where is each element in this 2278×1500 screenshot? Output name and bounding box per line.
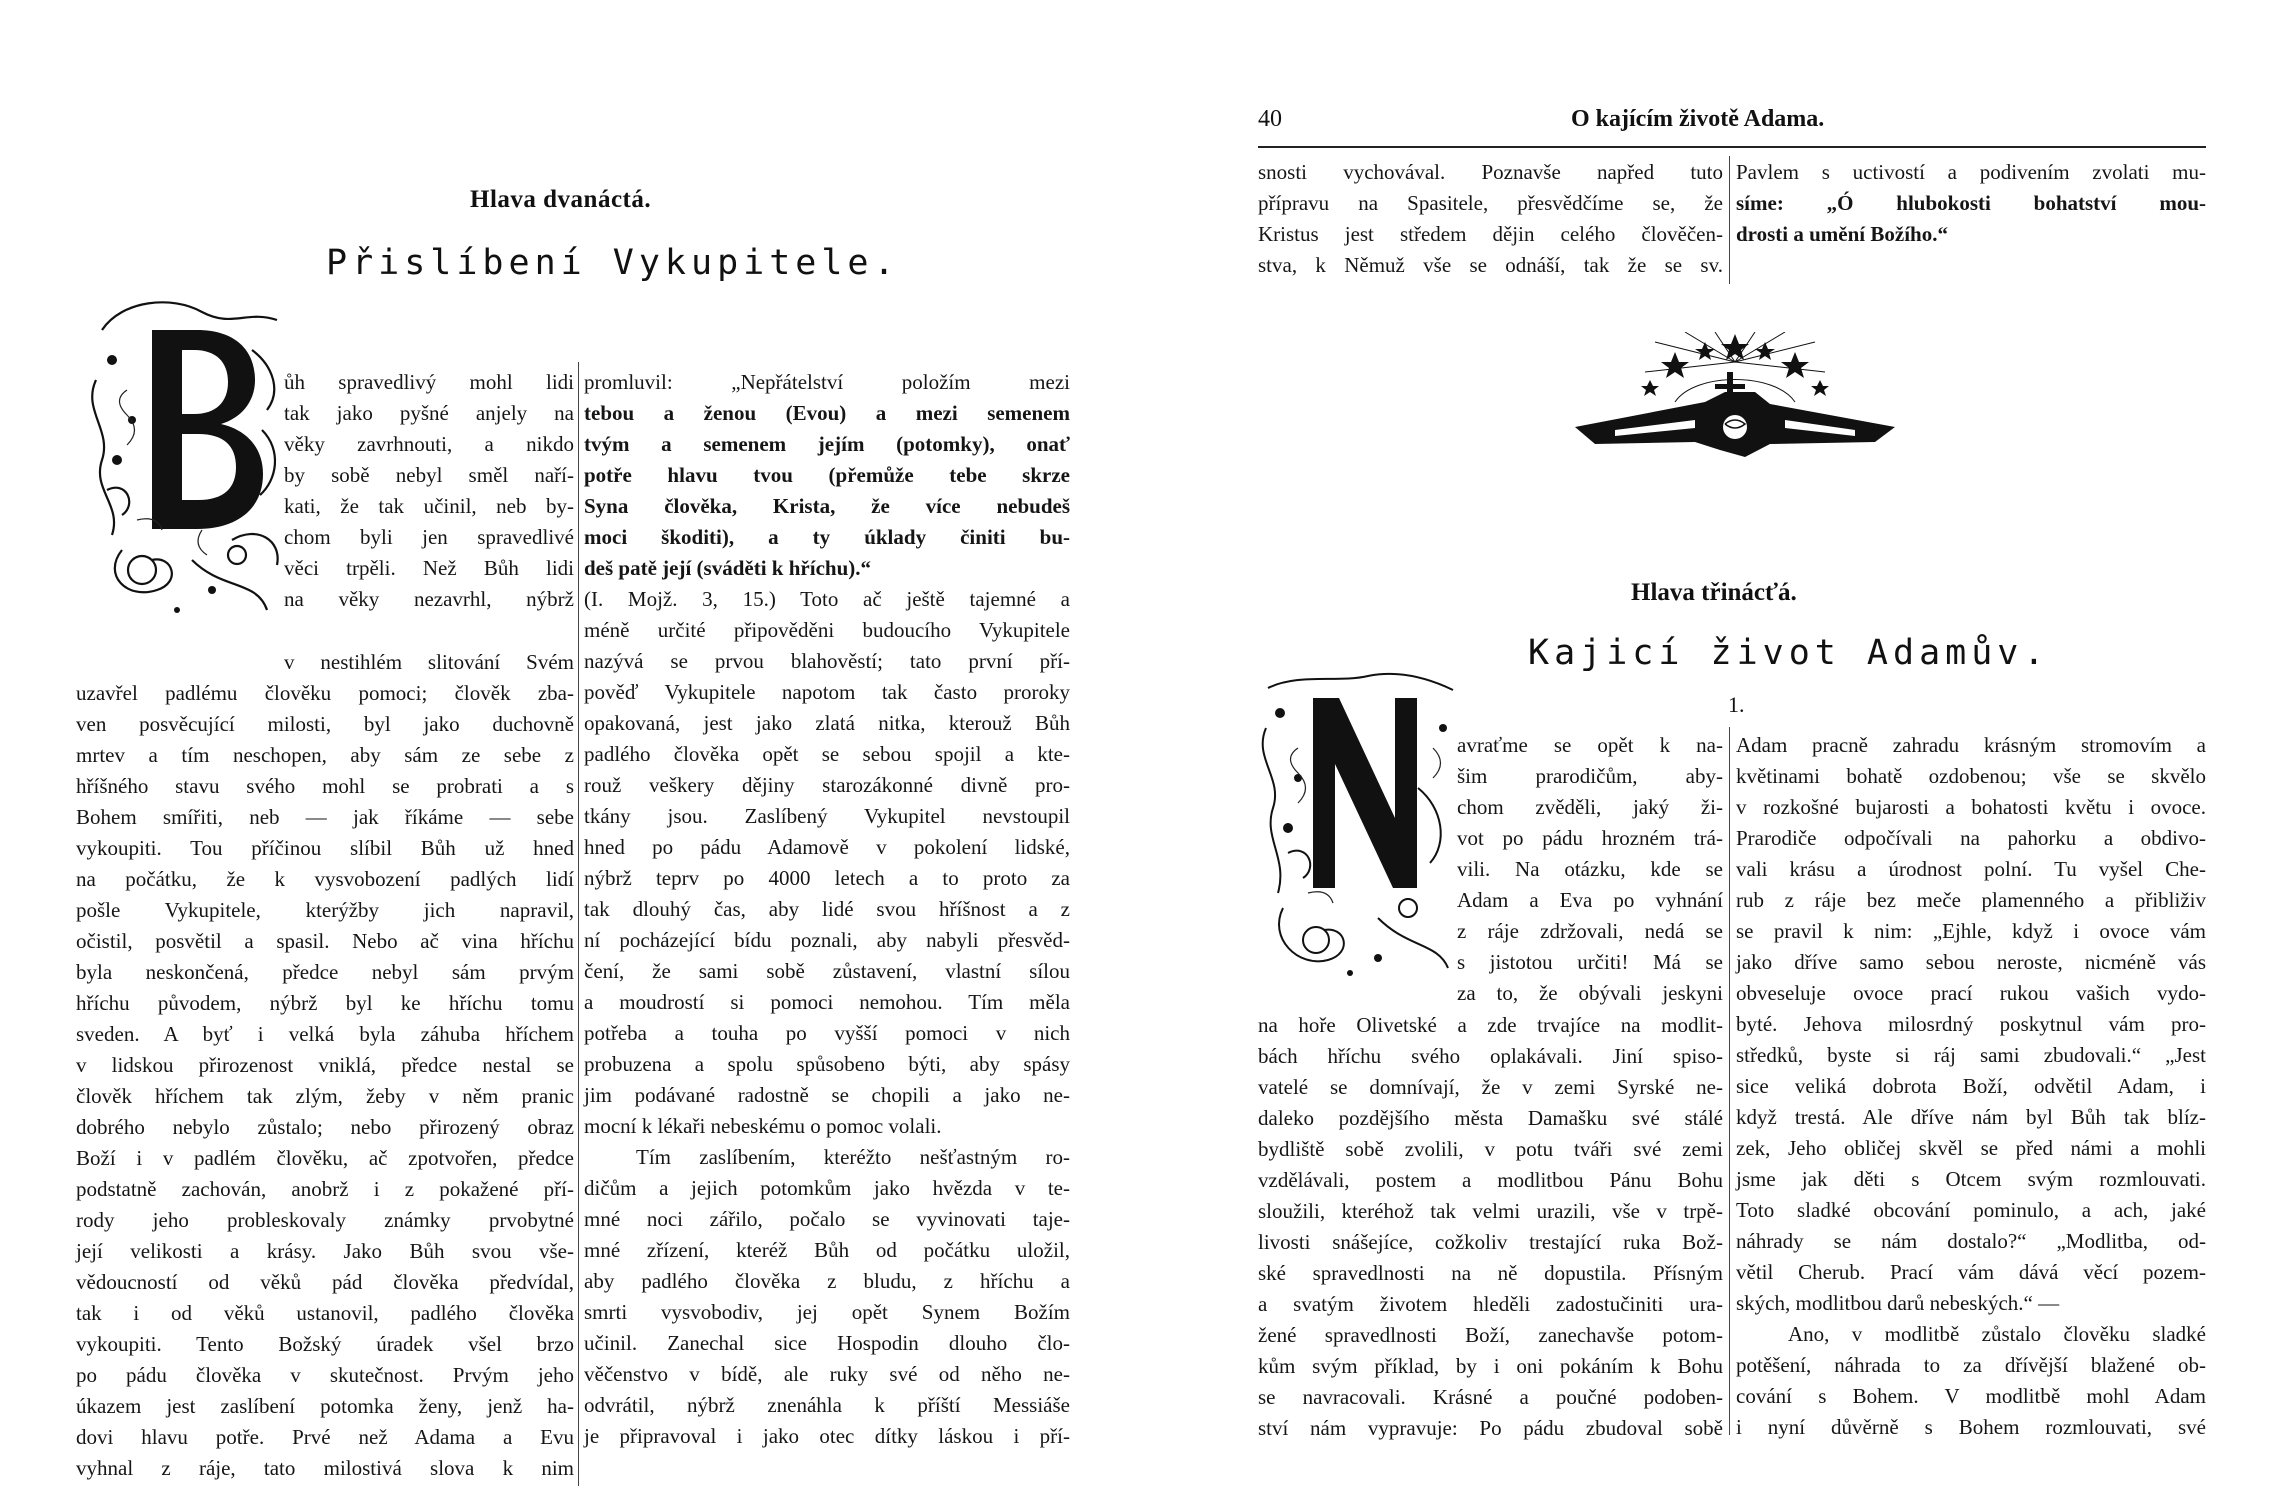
text-line: Ano, v modlitbě zůstalo člověku sladké [1788, 1322, 2206, 1346]
text-line: ní pocházející bídu poznali, aby nabyli přesvěd- [584, 928, 1070, 952]
text-line: méně určité připověděni budoucího Vykupitele [584, 618, 1070, 642]
chapter-title-left: Přislíbení Vykupitele. [326, 243, 900, 283]
text-line: vili. Na otázku, kde se [1457, 857, 1723, 881]
text-line: sveden. A byť i velká byla záhuba hříchem [76, 1022, 574, 1046]
text-line: přípravu na Spasitele, přesvědčíme se, že [1258, 191, 1723, 215]
text-line: kati, že tak učinil, neb by- [284, 494, 574, 518]
text-line: když trestá. Ale dříve nám byl Bůh tak blíz- [1736, 1105, 2206, 1129]
text-line: nazývá se prvou blahověstí; tato první pří- [584, 649, 1070, 673]
text-line: středků, byste si ráj sami zbudovali.“ „Jest [1736, 1043, 2206, 1067]
header-rule [1258, 146, 2206, 148]
text-line: ven posvěcující milosti, byl jako duchovně [76, 712, 574, 736]
right-top-col2 [1736, 157, 2206, 250]
text-line: padlého člověka opět se sebou spojil a kte- [584, 742, 1070, 766]
text-line: hříšného stavu svého mohl se probrati a s [76, 774, 574, 798]
text-line: snosti vychovával. Poznavše napřed tuto [1258, 160, 1723, 184]
text-line: vatelé se domnívají, že v zemi Syrské ne- [1258, 1075, 1723, 1099]
text-line: Syna člověka, Krista, že více nebudeš [584, 494, 1070, 518]
column-divider-left [578, 362, 579, 1486]
text-line: tkány jsou. Zaslíbený Vykupitel nevstoupil [584, 804, 1070, 828]
text-line: větil Cherub. Prací vám dává věcí pozem- [1736, 1260, 2206, 1284]
text-line: Pavlem s uctivostí a podivením zvolati mu- [1736, 160, 2206, 184]
text-line: jim podávané radostně se chopili a jako ne- [584, 1083, 1070, 1107]
text-line: livosti snášejíce, cožkoliv trestající ruka Bož- [1258, 1230, 1723, 1254]
text-line: v nestihlém slitování Svém [284, 650, 574, 674]
text-line: Adam pracně zahradu krásným stromovím a [1736, 733, 2206, 757]
left-col2-body [584, 367, 1070, 1452]
text-line: na věky nezavrhl, nýbrž [284, 587, 574, 611]
text-line: i nyní důvěrně s Bohem rozmlouvati, své [1736, 1415, 2206, 1439]
text-line: věci trpěli. Než Bůh lidi [284, 556, 574, 580]
text-line: ské spravedlnosti na ně dopustila. Přísným [1258, 1261, 1723, 1285]
text-line: dičům a jejich potomkům jako hvězda v te- [584, 1176, 1070, 1200]
text-line: odvrátil, nýbrž znenáhla k příští Messiáše [584, 1393, 1070, 1417]
right-col1-body [1258, 1010, 1723, 1444]
text-line: potřeba a touha po vyšší pomoci v nich [584, 1021, 1070, 1045]
text-line: žené spravedlnosti Boží, zanechavše potom- [1258, 1323, 1723, 1347]
text-line: z ráje zdržovali, nedá se [1457, 919, 1723, 943]
text-line: tak jako pyšné anjely na [284, 401, 574, 425]
text-line: a moudrostí si pomoci nemohou. Tím měla [584, 990, 1070, 1014]
text-line: promluvil: „Nepřátelství položím mezi [584, 370, 1070, 394]
text-line: v rozkošné bujarosti a bohatosti květu i ovoce. [1736, 795, 2206, 819]
text-line: a svatým životem hleděli zadostučiniti ura- [1258, 1292, 1723, 1316]
column-divider-top [1729, 156, 1730, 284]
text-line: učinil. Zanechal sice Hospodin dlouho člo- [584, 1331, 1070, 1355]
chapter-title-right: Kajicí život Adamův. [1528, 633, 2050, 673]
text-line: náhrady se nám dostalo?“ „Modlitba, od- [1736, 1229, 2206, 1253]
text-line: opakovaná, jest jako zlatá nitka, kterouž Bůh [584, 711, 1070, 735]
chapter-label-left: Hlava dvanáctá. [470, 186, 652, 213]
text-line: dovi hlavu potře. Prvé než Adama a Evu [76, 1425, 574, 1449]
text-line: obveseluje ovoce prací rukou vašich vydo- [1736, 981, 2206, 1005]
text-line: sice veliká dobrota Boží, odvětil Adam, i [1736, 1074, 2206, 1098]
text-line: uzavřel padlému člověku pomoci; člověk zba- [76, 681, 574, 705]
text-line: kům svým příklad, by i oni pokáním k Bohu [1258, 1354, 1723, 1378]
text-line: podstatně zachován, anobrž i z pokažené pří- [76, 1177, 574, 1201]
left-col1-indented [284, 367, 574, 615]
section-number: 1. [1728, 692, 1745, 717]
text-line: tak dlouhý čas, aby lidé svou hříšnost a z [584, 897, 1070, 921]
text-line: jako dříve samo sebou neroste, nicméně vás [1736, 950, 2206, 974]
text-line: Boží i v padlém člověku, ač zpotvořen, předce [76, 1146, 574, 1170]
text-line: Kristus jest středem dějin celého člověčen- [1258, 222, 1723, 246]
text-line: daleko pozdějšího města Damašku své stálé [1258, 1106, 1723, 1130]
text-line: mné noci zářilo, počalo se vyvinovati taje- [584, 1207, 1070, 1231]
text-line: bách hříchu svého oplakávali. Jiní spiso- [1258, 1044, 1723, 1068]
text-line: věky zavrhnouti, a nikdo [284, 432, 574, 456]
text-line: vali krásu a úrodnost polní. Tu vyšel Che- [1736, 857, 2206, 881]
right-col2-body [1736, 730, 2206, 1443]
text-line: očistil, posvětil a spasil. Nebo ač vina hříchu [76, 929, 574, 953]
left-col1-body [76, 647, 574, 1484]
text-line: avraťme se opět k na- [1457, 733, 1723, 757]
page-number: 40 [1258, 106, 1282, 132]
text-line: drosti a umění Božího.“ [1736, 222, 1948, 246]
text-line: vyhnal z ráje, tato milostivá slova k nim [76, 1456, 574, 1480]
text-line: za to, že obývali jeskyni [1457, 981, 1723, 1005]
text-line: vědoucností od věků pád člověka předvídal, [76, 1270, 574, 1294]
text-line: se pravil k nim: „Ejhle, když i ovoce vám [1736, 919, 2206, 943]
text-line: Toto sladké obcování pominulo, a ach, jaké [1736, 1198, 2206, 1222]
text-line: byla neskončená, předce nebyl sám prvým [76, 960, 574, 984]
text-line: tebou a ženou (Evou) a mezi semenem [584, 401, 1070, 425]
text-line: rub z ráje bez meče plamenného a přibliživ [1736, 888, 2206, 912]
text-line: síme: „Ó hlubokosti bohatství mou- [1736, 191, 2206, 215]
text-line: ských, modlitbou darů nebeských.“ — [1736, 1291, 2060, 1315]
text-line: po pádu člověka v skutečnost. Prvým jeho [76, 1363, 574, 1387]
text-line: se navracovali. Krásné a poučné podoben- [1258, 1385, 1723, 1409]
text-line: čení, že sami sobě zůstavení, vlastní sílou [584, 959, 1070, 983]
right-col1-indented [1457, 730, 1723, 1009]
text-line: člověk hříchem tak zlým, žeby v něm pranic [76, 1084, 574, 1108]
right-top-col1 [1258, 157, 1723, 281]
text-line: je připravoval i jako otec dítky láskou i pří- [584, 1424, 1070, 1448]
text-line: ůh spravedlivý mohl lidi [284, 370, 574, 394]
text-line: sloužili, kteréhož tak velmi urazili, vše v trpě- [1258, 1199, 1723, 1223]
text-line: hříchu původem, nýbrž byl ke hříchu tomu [76, 991, 574, 1015]
text-line: probuzena a spolu spůsobeno býti, aby spásy [584, 1052, 1070, 1076]
text-line: aby padlého člověka z bludu, z hříchu a [584, 1269, 1070, 1293]
text-line: jsme jak děti s Otcem svým rozmlouvati. [1736, 1167, 2206, 1191]
text-line: Tím zaslíbením, kteréžto nešťastným ro- [636, 1145, 1070, 1169]
text-line: (I. Mojž. 3, 15.) Toto ač ještě tajemné a [584, 587, 1070, 611]
text-line: nýbrž teprv po 4000 letech a to proto za [584, 866, 1070, 890]
text-line: byté. Jehova milosrdný poskytnul vám pro- [1736, 1012, 2206, 1036]
text-line: pověď Vykupitele napotom tak často proroky [584, 680, 1070, 704]
text-line: na hoře Olivetské a zde trvajíce na modlit- [1258, 1013, 1723, 1037]
text-line: vykoupiti. Tento Božský úradek všel brzo [76, 1332, 574, 1356]
text-line: Prarodiče odpočívali na pahorku a obdivo- [1736, 826, 2206, 850]
text-line: květinami bohatě ozdobenou; vše se skvělo [1736, 764, 2206, 788]
text-line: mné zřízení, kteréž Bůh od počátku uložil, [584, 1238, 1070, 1262]
text-line: vykoupiti. Tou příčinou slíbil Bůh už hned [76, 836, 574, 860]
text-line: Adam a Eva po vyhnání [1457, 888, 1723, 912]
text-line: by sobě nebyl směl naří- [284, 463, 574, 487]
text-line: potěšení, náhrada to za dřívější blažené ob- [1736, 1353, 2206, 1377]
text-line: s jistotou určiti! Má se [1457, 950, 1723, 974]
text-line: v lidskou přirozenost vniklá, předce nestal se [76, 1053, 574, 1077]
running-head: O kajícím životě Adama. [1571, 106, 1825, 132]
text-line: stva, k Němuž vše se odnáší, tak že se sv. [1258, 253, 1723, 277]
text-line: tvým a semenem jejím (potomky), onať [584, 432, 1070, 456]
text-line: bydliště sobě zvolili, v potu tváři své zemi [1258, 1137, 1723, 1161]
text-line: chom byli jen spravedlivé [284, 525, 574, 549]
text-line: Bohem smířiti, neb — jak říkáme — sebe [76, 805, 574, 829]
text-line: mocní k lékaři nebeskému o pomoc volali. [584, 1114, 942, 1138]
text-line: pošle Vykupitele, kterýžby jich napravil, [76, 898, 574, 922]
text-line: rody jeho probleskovaly známky prvobytné [76, 1208, 574, 1232]
text-line: deš patě její (sváděti k hříchu).“ [584, 556, 871, 580]
text-line: rouž veškery dějiny starozákonné divně pro- [584, 773, 1070, 797]
cross-ornament [1555, 332, 1915, 487]
text-line: vot po pádu hrozném trá- [1457, 826, 1723, 850]
text-line: na počátku, že k vysvobození padlých lidí [76, 867, 574, 891]
chapter-label-right: Hlava třinácťá. [1631, 579, 1797, 606]
text-line: vzdělávali, postem a modlitbou Pánu Bohu [1258, 1168, 1723, 1192]
text-line: její velikosti a krásy. Jako Bůh svou vše- [76, 1239, 574, 1263]
text-line: mrtev a tím neschopen, aby sám ze sebe z [76, 743, 574, 767]
text-line: zek, Jeho obličej skvěl se před námi a mohli [1736, 1136, 2206, 1160]
text-line: potře hlavu tvou (přemůže tebe skrze [584, 463, 1070, 487]
text-line: dobrého nebylo zůstalo; nebo přirozený obraz [76, 1115, 574, 1139]
drop-cap-n-ornament [1258, 668, 1458, 980]
column-divider-right [1729, 727, 1730, 1435]
text-line: moci škoditi), a ty úklady činiti bu- [584, 525, 1070, 549]
text-line: šim prarodičům, aby- [1457, 764, 1723, 788]
text-line: smrti vysvobodiv, jej opět Synem Božím [584, 1300, 1070, 1324]
text-line: ství nám vypravuje: Po pádu zbudoval sobě [1258, 1416, 1723, 1440]
drop-cap-b-ornament [82, 290, 292, 624]
text-line: úkazem jest zaslíbení potomka ženy, jenž ha- [76, 1394, 574, 1418]
text-line: hned po pádu Adamově v pokolení lidské, [584, 835, 1070, 859]
text-line: cování s Bohem. V modlitbě mohl Adam [1736, 1384, 2206, 1408]
text-line: chom zvěděli, jaký ži- [1457, 795, 1723, 819]
text-line: tak i od věků ustanovil, padlého člověka [76, 1301, 574, 1325]
text-line: věčenstvo v bídě, ale ruky své od něho ne- [584, 1362, 1070, 1386]
